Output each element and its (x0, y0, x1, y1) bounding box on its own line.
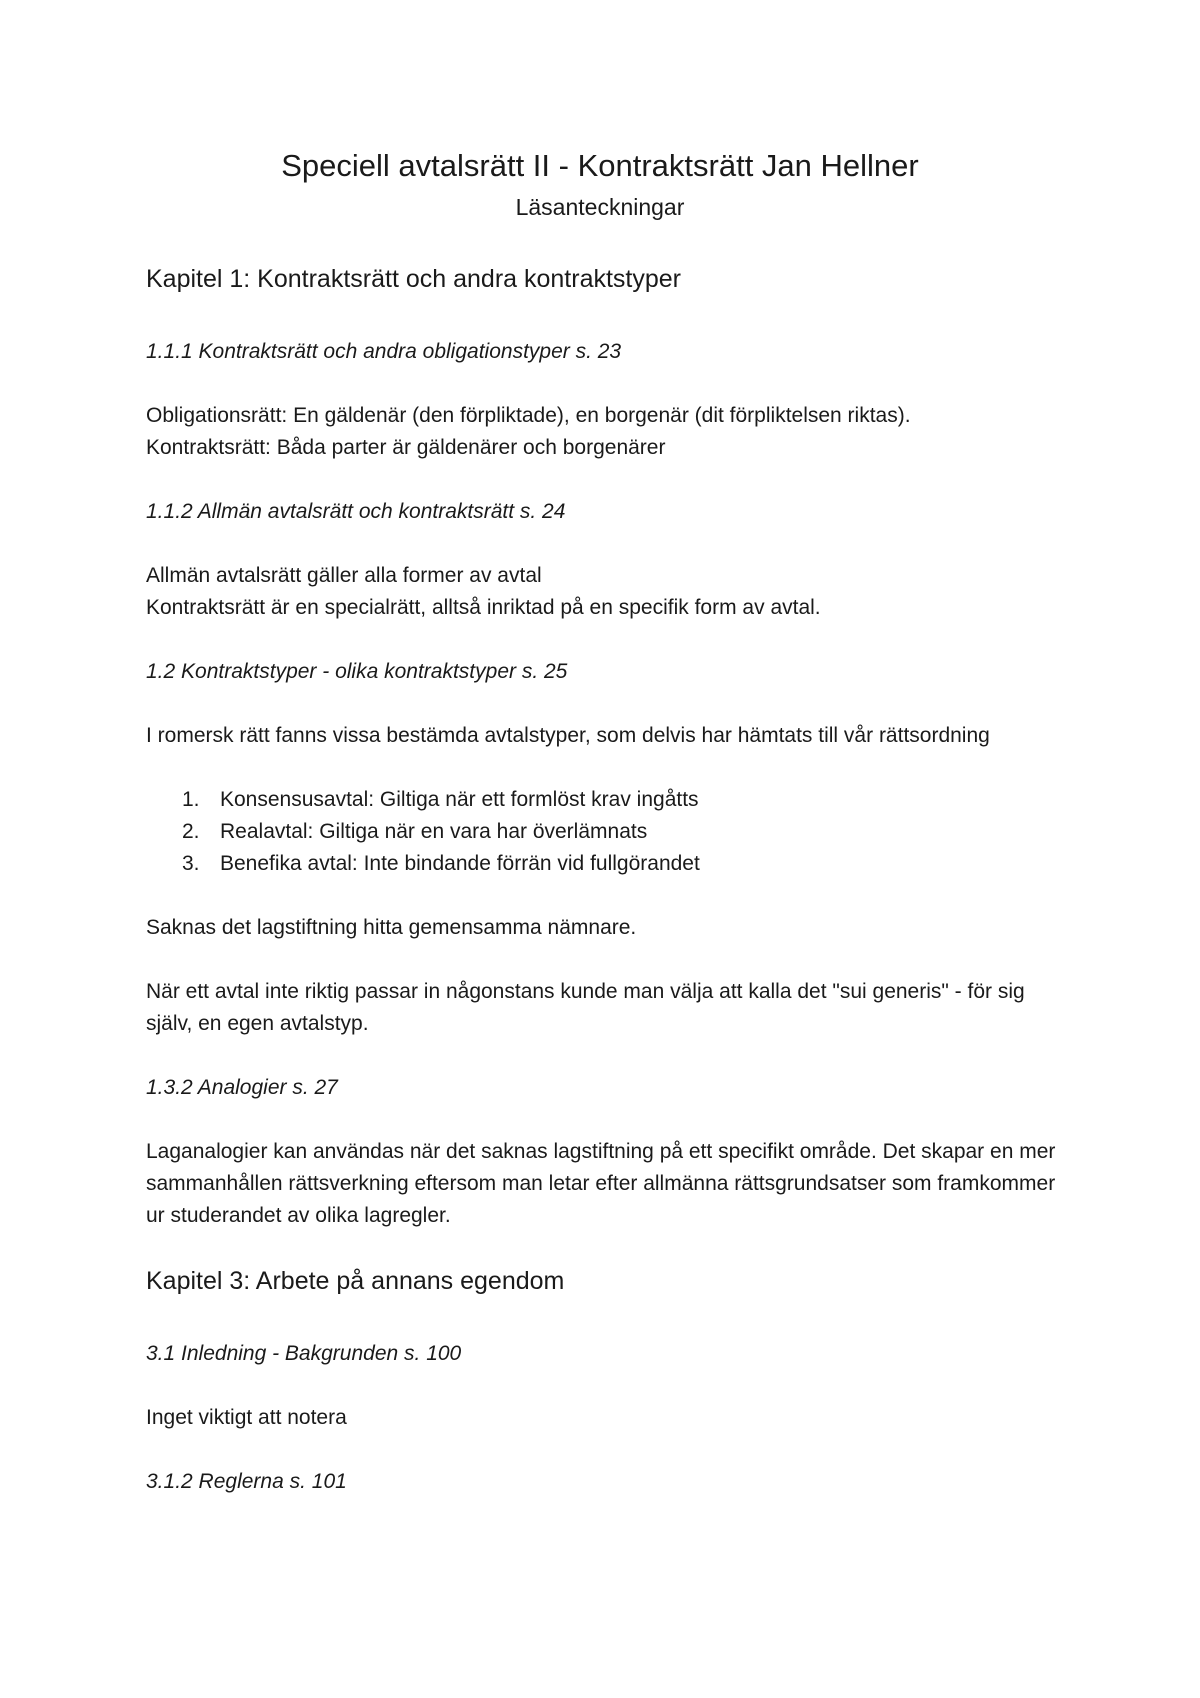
section-3-1-2-heading: 3.1.2 Reglerna s. 101 (146, 1470, 347, 1493)
section-3-1-paragraph: Inget viktigt att notera (146, 1406, 347, 1429)
document-body (146, 262, 1066, 1530)
list-item-text: Benefika avtal: Inte bindande förrän vid fullgörandet (220, 852, 700, 875)
chapter-1-heading: Kapitel 1: Kontraktsrätt och andra kontraktstyper (146, 265, 681, 293)
paragraph-line: Allmän avtalsrätt gäller alla former av avtal (146, 564, 542, 587)
section-1-2-paragraph-1: Saknas det lagstiftning hitta gemensamma nämnare. (146, 916, 637, 939)
list-item (146, 816, 1066, 848)
section-1-2-intro: I romersk rätt fanns vissa bestämda avtalstyper, som delvis har hämtats till vår rättsordning (146, 724, 990, 747)
paragraph-line: Kontraktsrätt är en specialrätt, alltså inriktad på en specifik form av avtal. (146, 596, 821, 619)
paragraph-line: Obligationsrätt: En gäldenär (den förpliktade), en borgenär (dit förpliktelsen riktas). (146, 404, 911, 427)
section-3-1-heading: 3.1 Inledning - Bakgrunden s. 100 (146, 1342, 462, 1365)
list-item (146, 848, 1066, 880)
section-1-1-2-heading: 1.1.2 Allmän avtalsrätt och kontraktsrätt s. 24 (146, 500, 566, 523)
section-1-1-1-paragraph (146, 400, 1066, 464)
section-1-3-2-heading: 1.3.2 Analogier s. 27 (146, 1076, 338, 1099)
section-1-2-heading: 1.2 Kontraktstyper - olika kontraktstyper s. 25 (146, 660, 568, 683)
list-item (146, 784, 1066, 816)
list-item-text: Realavtal: Giltiga när en vara har överlämnats (220, 820, 648, 843)
section-1-1-2-paragraph (146, 560, 1066, 624)
section-1-2-paragraph-2: När ett avtal inte riktig passar in någonstans kunde man välja att kalla det "sui generis" - för sig själv, en egen avtalstyp. (146, 980, 1025, 1035)
list-item-number: 3. (182, 852, 200, 875)
chapter-3-heading: Kapitel 3: Arbete på annans egendom (146, 1267, 565, 1295)
list-item-number: 1. (182, 788, 200, 811)
section-1-3-2-paragraph: Laganalogier kan användas när det saknas lagstiftning på ett specifikt område. Det skapar en mer sammanhållen rättsverkning eftersom man letar efter allmänna rättsgrundsatser som framkommer ur studerandet av olika lagregler. (146, 1140, 1056, 1227)
document-title: Speciell avtalsrätt II - Kontraktsrätt Jan Hellner (281, 148, 919, 183)
contract-types-list (146, 784, 1066, 880)
list-item-text: Konsensusavtal: Giltiga när ett formlöst krav ingåtts (220, 788, 699, 811)
list-item-number: 2. (182, 820, 200, 843)
document-subtitle: Läsanteckningar (515, 194, 685, 220)
paragraph-line: Kontraktsrätt: Båda parter är gäldenärer och borgenärer (146, 436, 666, 459)
section-1-1-1-heading: 1.1.1 Kontraktsrätt och andra obligationstyper s. 23 (146, 340, 622, 363)
